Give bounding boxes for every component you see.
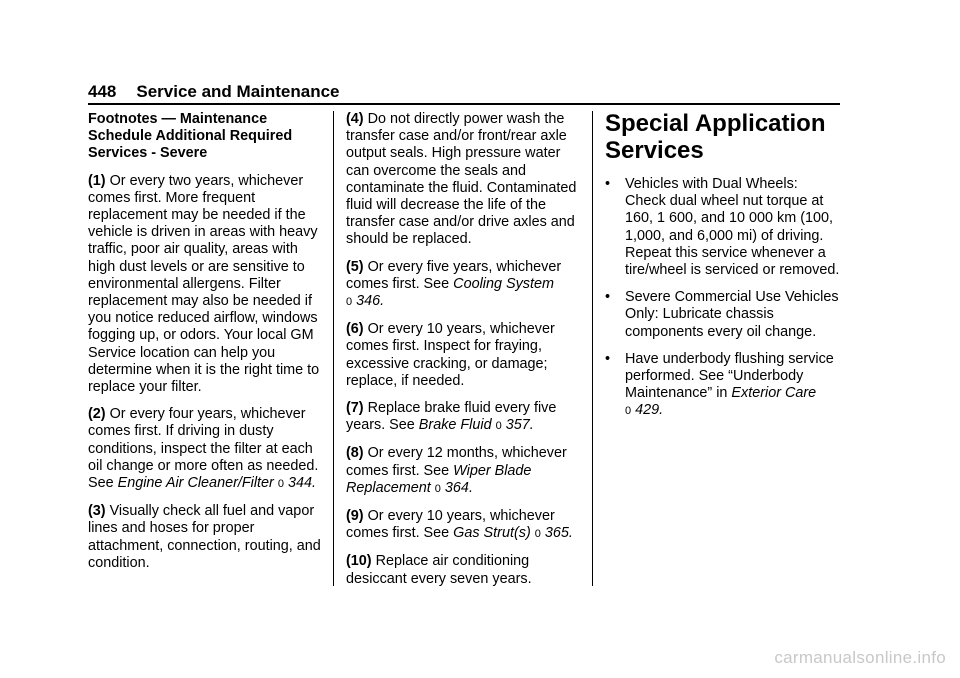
footnote-number: (8) — [346, 445, 364, 462]
footnote-number: (9) — [346, 508, 364, 525]
footnote-number: (7) — [346, 400, 364, 417]
page-ref-icon: 0 — [534, 528, 541, 541]
footnote-text: Or every 10 years, whichever comes first. See — [346, 508, 555, 542]
footnote-4 — [346, 111, 582, 249]
footnote-1 — [88, 173, 324, 397]
column-3 — [605, 111, 841, 431]
footnote-number: (1) — [88, 172, 106, 189]
cross-reference-link[interactable]: Cooling System — [453, 275, 554, 292]
list-item-content — [625, 351, 841, 421]
footnote-text: Or every two years, whichever comes first. More frequent replacement may be needed if the vehicle is driven in areas with heavy traffic, poor air quality, areas with high dust levels or are sensitive to environmental allergens. Filter replacement may also be needed if you notice reduced airflow, windows fogging up, or odors. Your local GM Service location can help you determine when it is the right time to replace your filter. — [88, 172, 320, 396]
cross-reference-link[interactable]: Engine Air Cleaner/Filter — [117, 475, 274, 492]
list-item — [605, 289, 841, 341]
column-divider-2 — [592, 111, 593, 586]
footnote-3 — [88, 503, 324, 572]
footnote-text: Or every four years, whichever comes first. If driving in dusty conditions, inspect the filter at each oil change or more often as needed. See — [88, 406, 319, 492]
footnote-5 — [346, 259, 582, 312]
page-ref-icon: 0 — [434, 482, 441, 495]
footnotes-heading: Footnotes — Maintenance Schedule Additional Required Services - Severe — [88, 111, 293, 162]
footnote-9 — [346, 508, 582, 543]
cross-reference-link[interactable]: Brake Fluid — [418, 417, 492, 434]
watermark: carmanualsonline.info — [774, 648, 946, 667]
list-item-end: . — [659, 402, 664, 419]
page-ref-icon: 0 — [277, 478, 284, 491]
list-item — [605, 351, 841, 421]
footnote-text: Or every 12 months, whichever comes first. See — [346, 445, 567, 479]
column-2 — [346, 111, 582, 598]
footnote-number: (6) — [346, 321, 364, 338]
header-rule — [88, 103, 840, 105]
footnote-end: . — [568, 525, 573, 542]
reference-page[interactable]: 344 — [287, 475, 312, 492]
footnote-end: . — [311, 475, 316, 492]
bullet-icon: • — [605, 289, 611, 306]
footnote-number: (4) — [346, 111, 364, 127]
footnote-7 — [346, 400, 582, 435]
footnote-text: Do not directly power wash the transfer case and/or front/rear axle output seals. High pressure water can overcome the seals and contaminate the fluid. Contaminated fluid will decrease the life of the transfer case and/or drive axles and should be replaced. — [346, 111, 577, 248]
bullet-icon: • — [605, 176, 611, 192]
footnote-end: . — [468, 479, 473, 496]
footnote-number: (5) — [346, 258, 364, 275]
footnote-end: . — [529, 417, 534, 434]
reference-page[interactable]: 364 — [444, 479, 469, 496]
footnote-text: Or every five years, whichever comes first. See — [346, 258, 562, 292]
cross-reference-link[interactable]: Exterior Care — [731, 385, 817, 402]
footnote-2 — [88, 406, 324, 493]
page-ref-icon: 0 — [346, 296, 353, 309]
section-title: Service and Maintenance — [136, 82, 340, 101]
special-services-title: Special Application Services — [605, 110, 826, 164]
list-item-text: Have underbody flushing service performed. See “Underbody Maintenance” in — [625, 350, 834, 402]
footnote-text: Replace air conditioning desiccant every seven years. — [346, 553, 532, 587]
list-item — [605, 176, 841, 279]
footnote-text: Or every 10 years, whichever comes first. Inspect for fraying, excessive cracking, or damage; replace, if needed. — [346, 321, 555, 389]
footnote-number: (2) — [88, 406, 106, 423]
footnote-end: . — [380, 293, 385, 310]
footnote-text: Replace brake fluid every five years. See — [346, 400, 557, 434]
page-number: 448 — [88, 82, 117, 101]
footnote-6 — [346, 321, 582, 390]
cross-reference-link[interactable]: Wiper Blade Replacement — [346, 462, 532, 496]
reference-page[interactable]: 346 — [356, 293, 381, 310]
list-item-text: Severe Commercial Use Vehicles Only: Lubricate chassis components every oil change. — [625, 289, 839, 340]
bullet-icon: • — [605, 350, 611, 367]
footnote-8 — [346, 445, 582, 498]
list-item-text: Vehicles with Dual Wheels: Check dual wheel nut torque at 160, 1 600, and 10 000 km (100, 1,000, and 6,000 mi) of driving. Repeat this service whenever a tire/wheel is serviced or removed. — [625, 176, 840, 279]
reference-page[interactable]: 429 — [635, 402, 660, 419]
column-divider-1 — [333, 111, 334, 586]
footnote-text: Visually check all fuel and vapor lines and hoses for proper attachment, connection, routing, and condition. — [88, 503, 321, 571]
column-1 — [88, 111, 324, 582]
reference-page[interactable]: 365 — [544, 525, 569, 542]
reference-page[interactable]: 357 — [505, 417, 530, 434]
cross-reference-link[interactable]: Gas Strut(s) — [453, 525, 531, 542]
page-ref-icon: 0 — [495, 420, 502, 433]
page-ref-icon: 0 — [625, 405, 632, 418]
footnote-number: (10) — [346, 553, 372, 570]
page-header — [88, 82, 340, 102]
footnote-number: (3) — [88, 503, 106, 520]
footnote-10 — [346, 553, 582, 587]
